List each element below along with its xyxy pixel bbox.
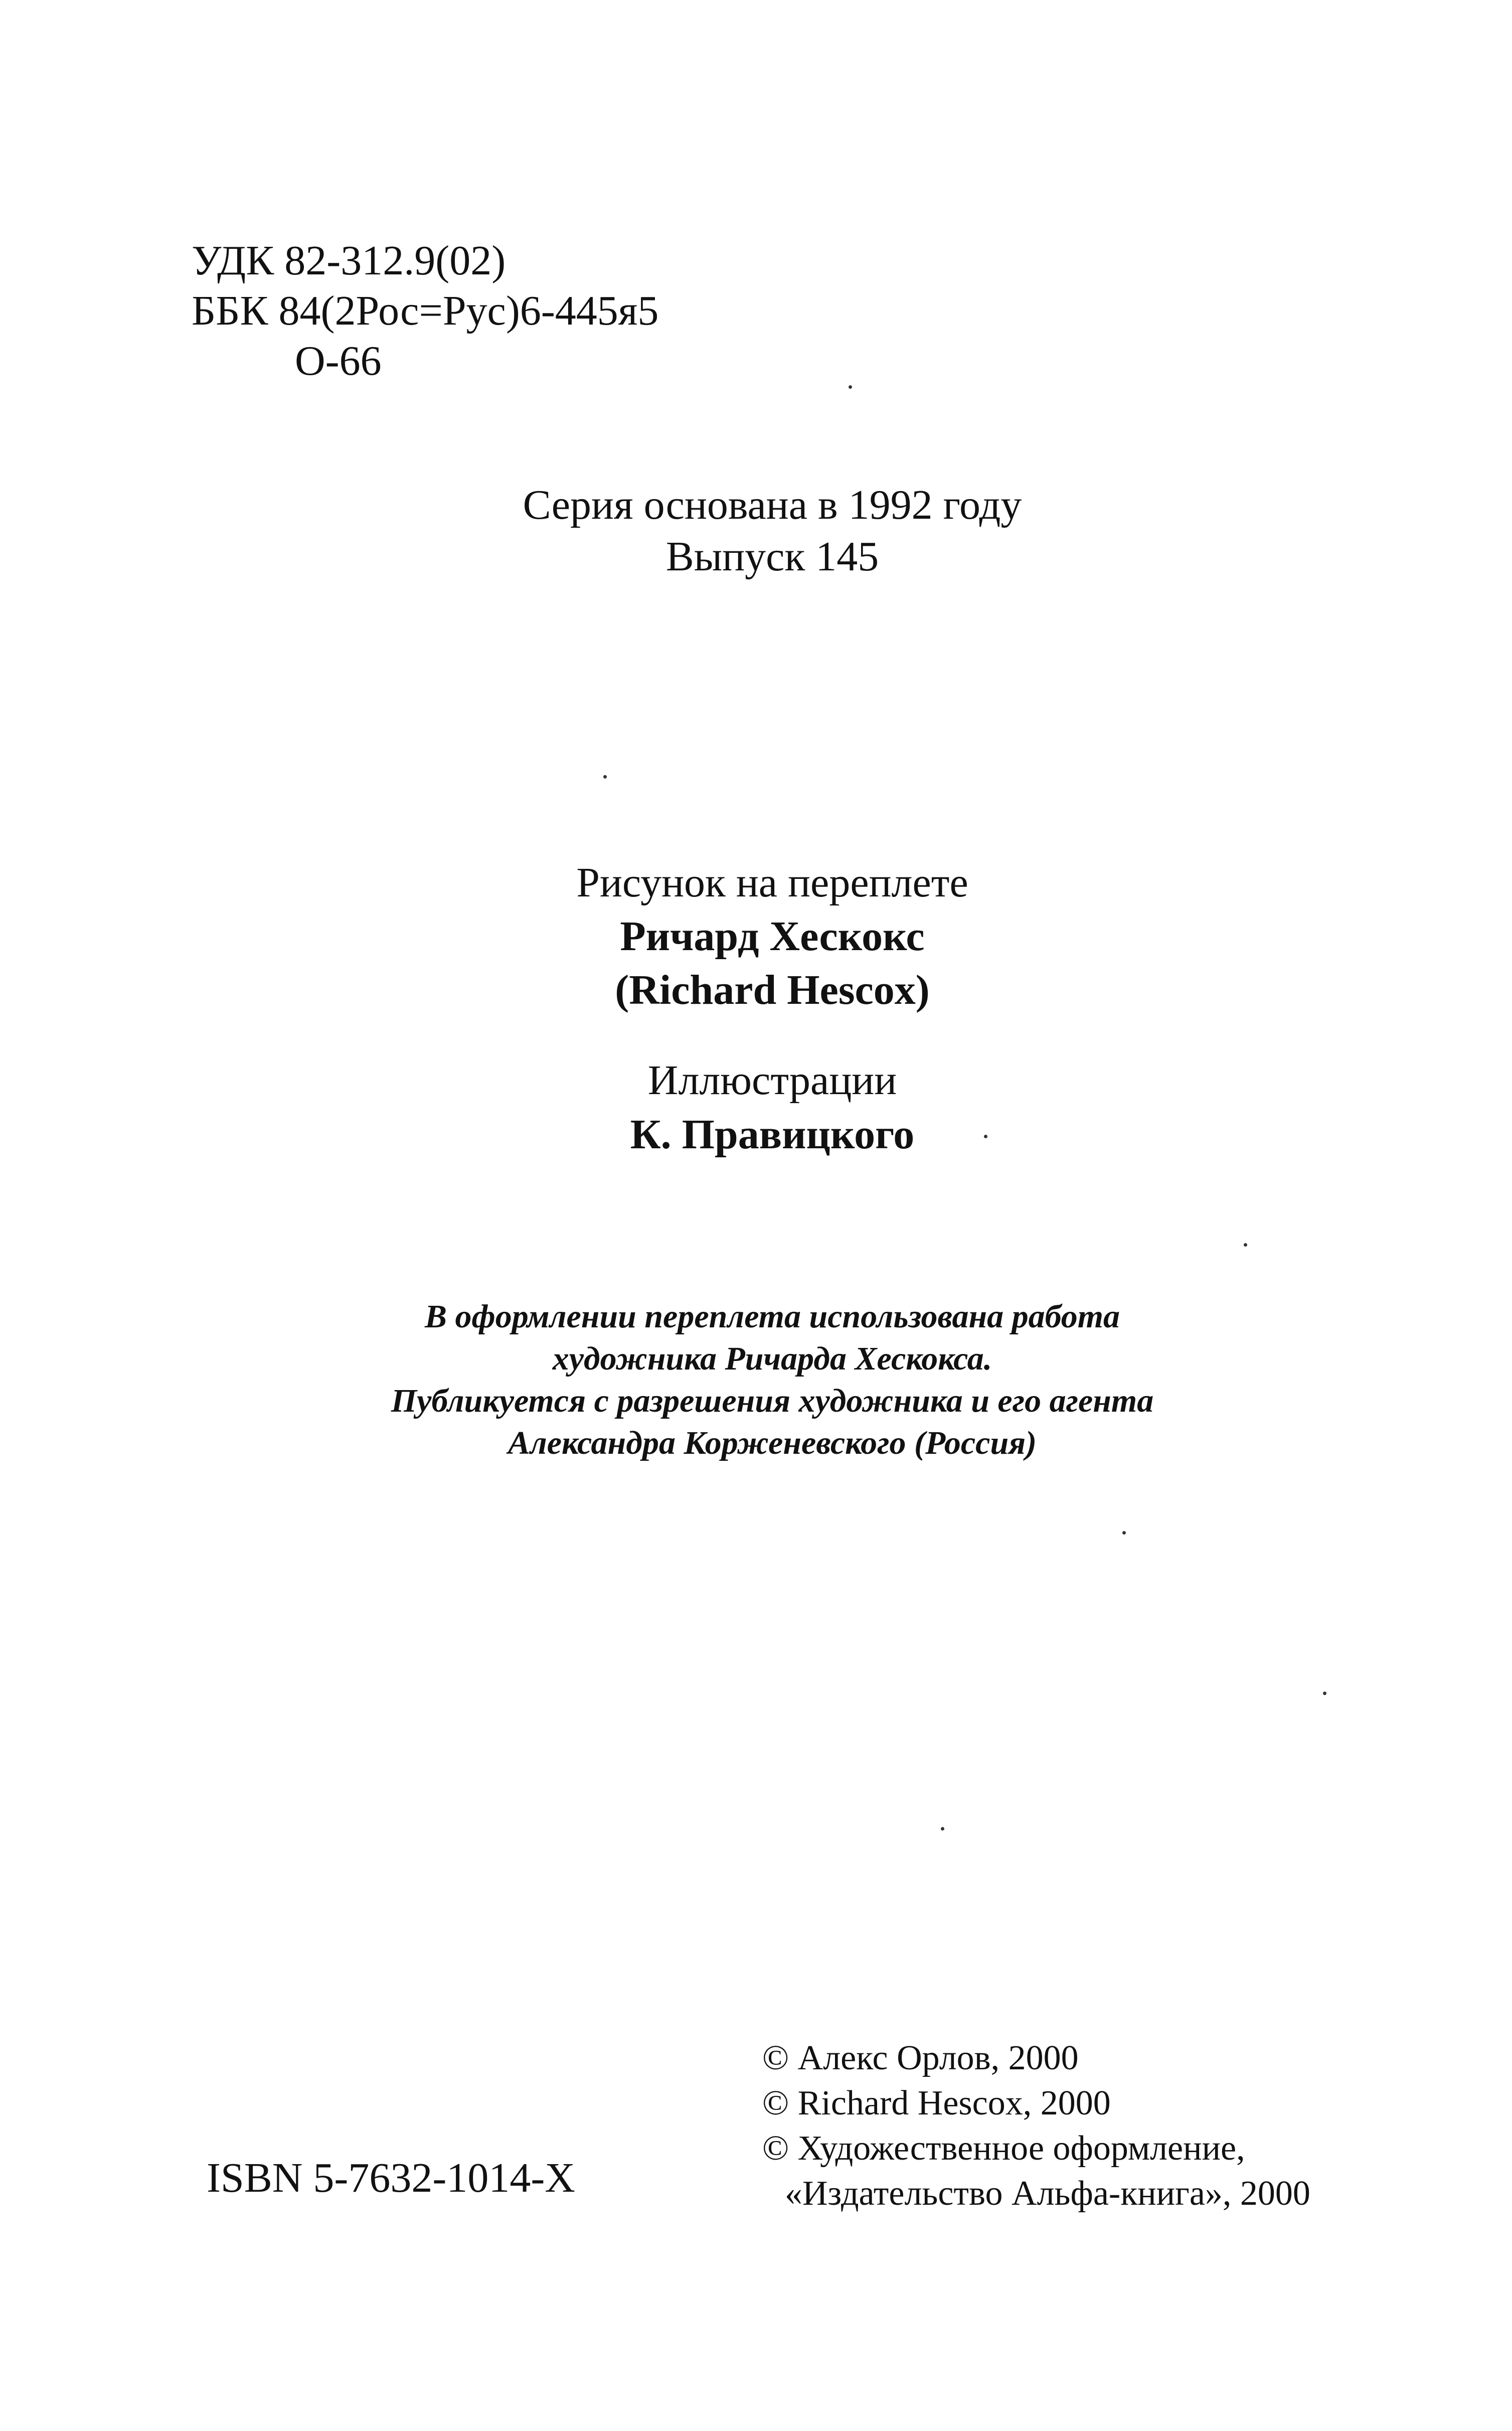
copyright-line: «Издательство Альфа-книга», 2000 xyxy=(785,2174,1310,2213)
scan-speck xyxy=(603,775,607,779)
design-note-line: Александра Корженевского (Россия) xyxy=(508,1425,1037,1461)
illustrations-artist: К. Правицкого xyxy=(630,1111,915,1158)
series-issue: Выпуск 145 xyxy=(665,533,879,580)
scan-speck xyxy=(1323,1692,1326,1695)
author-mark: О-66 xyxy=(295,338,382,384)
copyright-line: © Алекс Орлов, 2000 xyxy=(762,2039,1079,2077)
bbk-code: ББК 84(2Рос=Рус)6-445я5 xyxy=(192,287,659,334)
design-note-line: Публикуется с разрешения художника и его агента xyxy=(391,1383,1154,1419)
cover-art-label: Рисунок на переплете xyxy=(576,859,968,906)
udk-code: УДК 82-312.9(02) xyxy=(192,237,506,284)
cover-artist-ru: Ричард Хескокс xyxy=(620,913,925,960)
copyright-line: © Художественное оформление, xyxy=(762,2129,1245,2168)
design-note-line: художника Ричарда Хескокса. xyxy=(552,1340,992,1377)
illustrations-label: Иллюстрации xyxy=(647,1057,897,1104)
isbn-number: ISBN 5-7632-1014-X xyxy=(207,2155,575,2201)
scan-speck xyxy=(1244,1243,1247,1247)
scan-speck xyxy=(984,1135,987,1138)
cover-artist-en: (Richard Hescox) xyxy=(615,967,930,1013)
scan-speck xyxy=(849,385,852,389)
copyright-line: © Richard Hescox, 2000 xyxy=(762,2084,1111,2122)
series-founded: Серия основана в 1992 году xyxy=(523,482,1022,528)
scan-speck xyxy=(941,1827,944,1831)
design-note-line: В оформлении переплета использована работа xyxy=(424,1298,1120,1335)
scan-speck xyxy=(1122,1531,1126,1535)
